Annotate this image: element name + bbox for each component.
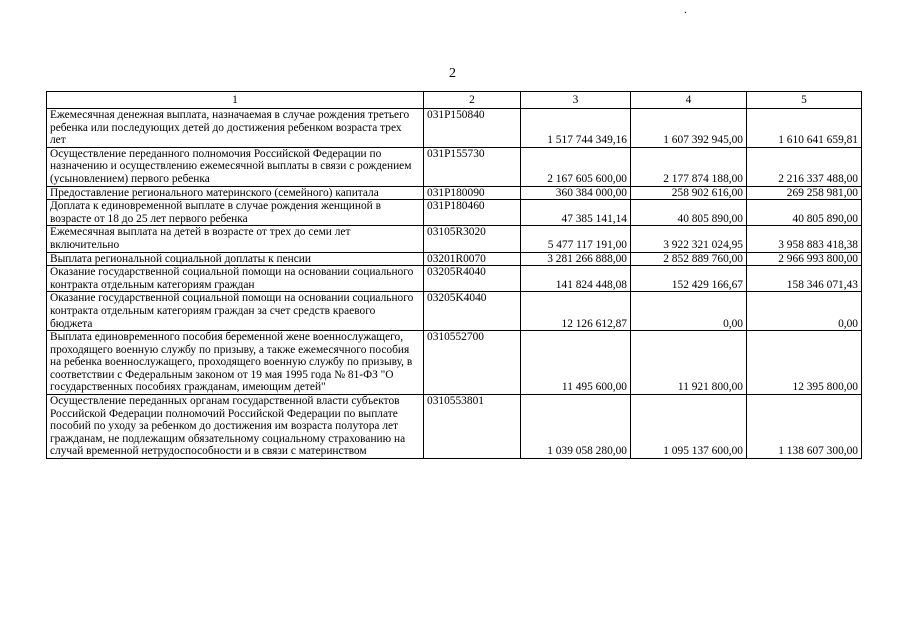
expense-name: Выплата региональной социальной доплаты к пенсии (47, 252, 424, 266)
amount-col3: 12 126 612,87 (521, 292, 631, 331)
target-article-code: 03105R3020 (424, 226, 521, 252)
amount-col5: 2 966 993 800,00 (747, 252, 862, 266)
amount-col3: 360 384 000,00 (521, 186, 631, 200)
amount-col5: 40 805 890,00 (747, 200, 862, 226)
amount-col5: 12 395 800,00 (747, 331, 862, 395)
amount-col3: 47 385 141,14 (521, 200, 631, 226)
table-row (47, 186, 862, 200)
table-row (47, 109, 862, 148)
column-header-5: 5 (747, 92, 862, 109)
target-article-code: 031P180090 (424, 186, 521, 200)
amount-col5: 158 346 071,43 (747, 266, 862, 292)
table-row (47, 226, 862, 252)
target-article-code: 03201R0070 (424, 252, 521, 266)
expense-name: Оказание государственной социальной помощи на основании социального контракта отдельным категориям граждан за счет средств краевого бюджета (47, 292, 424, 331)
amount-col5: 1 610 641 659,81 (747, 109, 862, 148)
amount-col3: 5 477 117 191,00 (521, 226, 631, 252)
amount-col5: 2 216 337 488,00 (747, 147, 862, 186)
target-article-code: 031P155730 (424, 147, 521, 186)
column-header-1: 1 (47, 92, 424, 109)
amount-col4: 1 607 392 945,00 (631, 109, 747, 148)
table-row (47, 147, 862, 186)
table-row (47, 266, 862, 292)
amount-col5: 269 258 981,00 (747, 186, 862, 200)
stray-mark: . (684, 2, 687, 16)
column-header-4: 4 (631, 92, 747, 109)
expense-name: Доплата к единовременной выплате в случае рождения женщиной в возрасте от 18 до 25 лет первого ребенка (47, 200, 424, 226)
table-row (47, 252, 862, 266)
target-article-code: 03205R4040 (424, 266, 521, 292)
amount-col5: 3 958 883 418,38 (747, 226, 862, 252)
expense-name: Выплата единовременного пособия беременной жене военнослужащего, проходящего военную службу по призыву, а также ежемесячного пособия на ребенка военнослужащего, проходящего военную службу по призыву, в соответствии с Федеральным законом от 19 мая 1995 года № 81-ФЗ "О государственных пособиях гражданам, имеющим детей" (47, 331, 424, 395)
expense-name: Осуществление переданных органам государственной власти субъектов Российской Федерации полномочий Российской Федерации по выплате пособий по уходу за ребенком до достижения им возраста полутора лет гражданам, не подлежащим обязательному социальному страхованию на случай временной нетрудоспособности и в связи с материнством (47, 395, 424, 459)
amount-col3: 1 517 744 349,16 (521, 109, 631, 148)
target-article-code: 031P180460 (424, 200, 521, 226)
target-article-code: 03205K4040 (424, 292, 521, 331)
amount-col4: 152 429 166,67 (631, 266, 747, 292)
table-header-row (47, 92, 862, 109)
table-row (47, 200, 862, 226)
amount-col4: 3 922 321 024,95 (631, 226, 747, 252)
table-row (47, 331, 862, 395)
table-row (47, 292, 862, 331)
amount-col5: 1 138 607 300,00 (747, 395, 862, 459)
expense-name: Оказание государственной социальной помощи на основании социального контракта отдельным категориям граждан (47, 266, 424, 292)
amount-col5: 0,00 (747, 292, 862, 331)
page-number: 2 (449, 66, 456, 81)
table-row (47, 395, 862, 459)
column-header-2: 2 (424, 92, 521, 109)
amount-col4: 2 852 889 760,00 (631, 252, 747, 266)
budget-table (46, 91, 862, 459)
target-article-code: 0310553801 (424, 395, 521, 459)
expense-name: Ежемесячная выплата на детей в возрасте от трех до семи лет включительно (47, 226, 424, 252)
column-header-3: 3 (521, 92, 631, 109)
amount-col4: 1 095 137 600,00 (631, 395, 747, 459)
target-article-code: 031P150840 (424, 109, 521, 148)
amount-col4: 2 177 874 188,00 (631, 147, 747, 186)
expense-name: Ежемесячная денежная выплата, назначаемая в случае рождения третьего ребенка или последующих детей до достижения ребенком возраста трех лет (47, 109, 424, 148)
amount-col3: 2 167 605 600,00 (521, 147, 631, 186)
amount-col3: 141 824 448,08 (521, 266, 631, 292)
amount-col4: 40 805 890,00 (631, 200, 747, 226)
amount-col4: 0,00 (631, 292, 747, 331)
target-article-code: 0310552700 (424, 331, 521, 395)
expense-name: Предоставление регионального материнского (семейного) капитала (47, 186, 424, 200)
amount-col4: 11 921 800,00 (631, 331, 747, 395)
expense-name: Осуществление переданного полномочия Российской Федерации по назначению и осуществлению ежемесячной выплаты в связи с рождением (усыновлением) первого ребенка (47, 147, 424, 186)
amount-col3: 1 039 058 280,00 (521, 395, 631, 459)
amount-col3: 3 281 266 888,00 (521, 252, 631, 266)
amount-col3: 11 495 600,00 (521, 331, 631, 395)
amount-col4: 258 902 616,00 (631, 186, 747, 200)
